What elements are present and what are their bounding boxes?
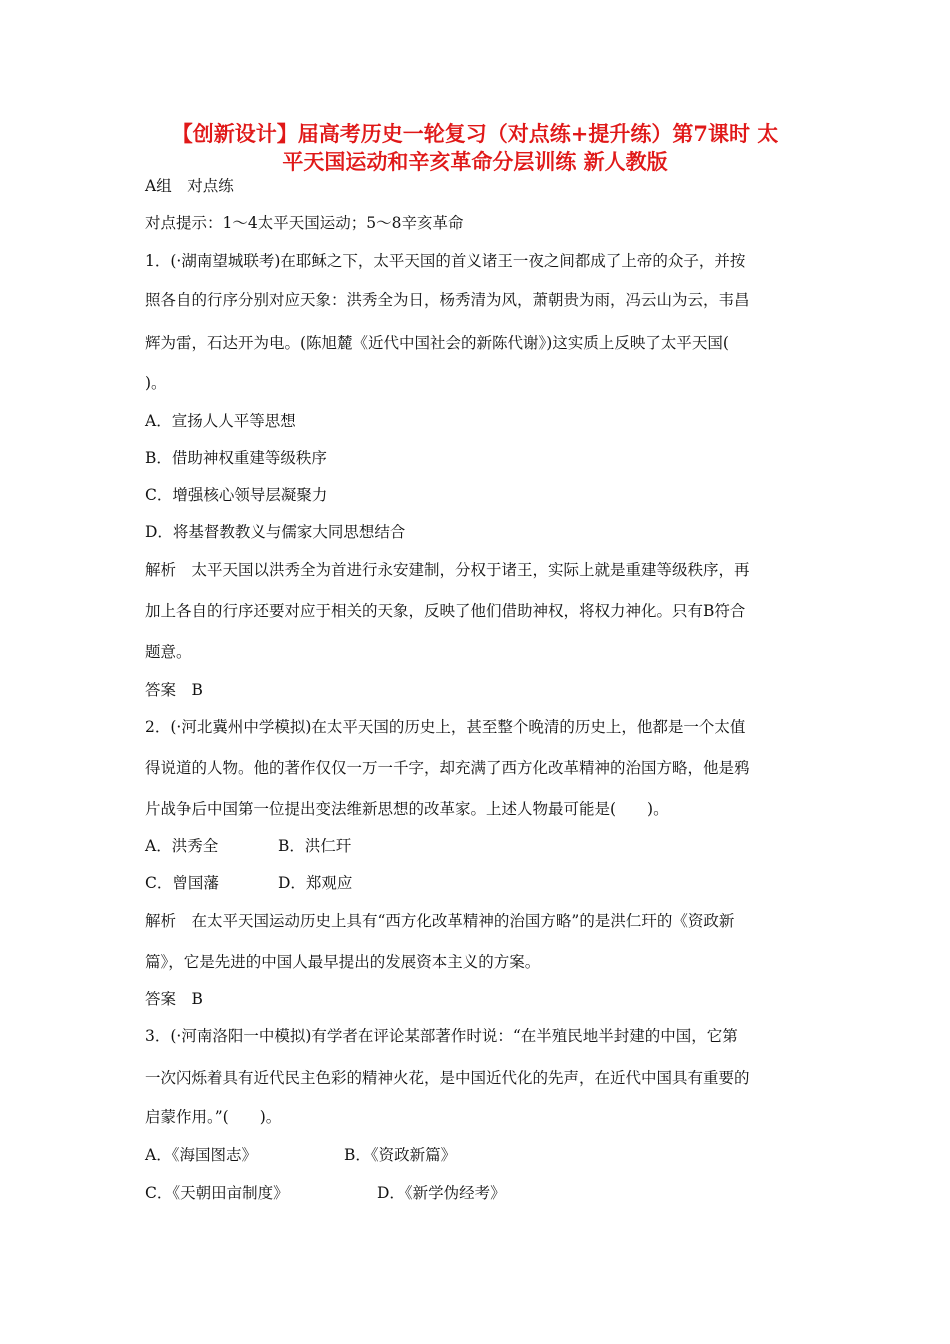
q2-analysis-line-1: 解析 在太平天国运动历史上具有“西方化改革精神的治国方略”的是洪仁玕的《资政新 — [145, 912, 735, 930]
q1-option-a: A．宣扬人人平等思想 — [145, 412, 296, 430]
title-line-2: 平天国运动和辛亥革命分层训练 新人教版 — [282, 149, 668, 174]
q2-option-d: D．郑观应 — [278, 874, 353, 892]
group-heading: A组 对点练 — [145, 177, 234, 195]
q3-option-c: C．《天朝田亩制度》 — [145, 1184, 289, 1202]
q3-line-2: 一次闪烁着具有近代民主色彩的精神火花，是中国近代化的先声，在近代中国具有重要的 — [145, 1069, 750, 1087]
q2-answer: 答案 B — [145, 990, 203, 1008]
q2-line-1: 2．(·河北冀州中学模拟)在太平天国的历史上，甚至整个晚清的历史上，他都是一个太值 — [145, 718, 746, 736]
q1-option-d: D．将基督教教义与儒家大同思想结合 — [145, 523, 406, 541]
q3-option-b: B．《资政新篇》 — [344, 1146, 457, 1164]
q1-line-1: 1．(·湖南望城联考)在耶稣之下，太平天国的首义诸王一夜之间都成了上帝的众子，并按 — [145, 252, 746, 270]
q1-option-c: C．增强核心领导层凝聚力 — [145, 486, 328, 504]
q3-line-3: 启蒙作用。”( )。 — [145, 1108, 282, 1126]
q1-line-2: 照各自的行序分别对应天象：洪秀全为日，杨秀清为风，萧朝贵为雨，冯云山为云，韦昌 — [145, 291, 750, 309]
hint-text: 对点提示：1～4太平天国运动；5～8辛亥革命 — [145, 214, 464, 232]
q3-option-d: D．《新学伪经考》 — [377, 1184, 506, 1202]
q1-answer: 答案 B — [145, 681, 203, 699]
q2-analysis-line-2: 篇》，它是先进的中国人最早提出的发展资本主义的方案。 — [145, 953, 541, 971]
q3-option-a: A．《海国图志》 — [145, 1146, 257, 1164]
q3-line-1: 3．(·河南洛阳一中模拟)有学者在评论某部著作时说：“在半殖民地半封建的中国，它第 — [145, 1027, 738, 1045]
q1-option-b: B．借助神权重建等级秩序 — [145, 449, 327, 467]
q2-line-3: 片战争后中国第一位提出变法维新思想的改革家。上述人物最可能是( )。 — [145, 800, 669, 818]
q2-option-b: B．洪仁玕 — [278, 837, 352, 855]
q1-analysis-line-2: 加上各自的行序还要对应于相关的天象，反映了他们借助神权，将权力神化。只有B符合 — [145, 602, 746, 620]
q1-line-4: )。 — [145, 374, 167, 392]
document-title — [130, 120, 820, 176]
title-line-1: 【创新设计】届高考历史一轮复习（对点练+提升练）第7课时 太 — [171, 121, 779, 146]
q1-line-3: 辉为雷，石达开为电。(陈旭麓《近代中国社会的新陈代谢》)这实质上反映了太平天国( — [145, 334, 729, 352]
q2-line-2: 得说道的人物。他的著作仅仅一万一千字，却充满了西方化改革精神的治国方略，他是鸦 — [145, 759, 750, 777]
q2-option-c: C．曾国藩 — [145, 874, 219, 892]
q1-analysis-line-1: 解析 太平天国以洪秀全为首进行永安建制，分权于诸王，实际上就是重建等级秩序，再 — [145, 561, 750, 579]
q2-option-a: A．洪秀全 — [145, 837, 219, 855]
q1-analysis-line-3: 题意。 — [145, 643, 192, 661]
